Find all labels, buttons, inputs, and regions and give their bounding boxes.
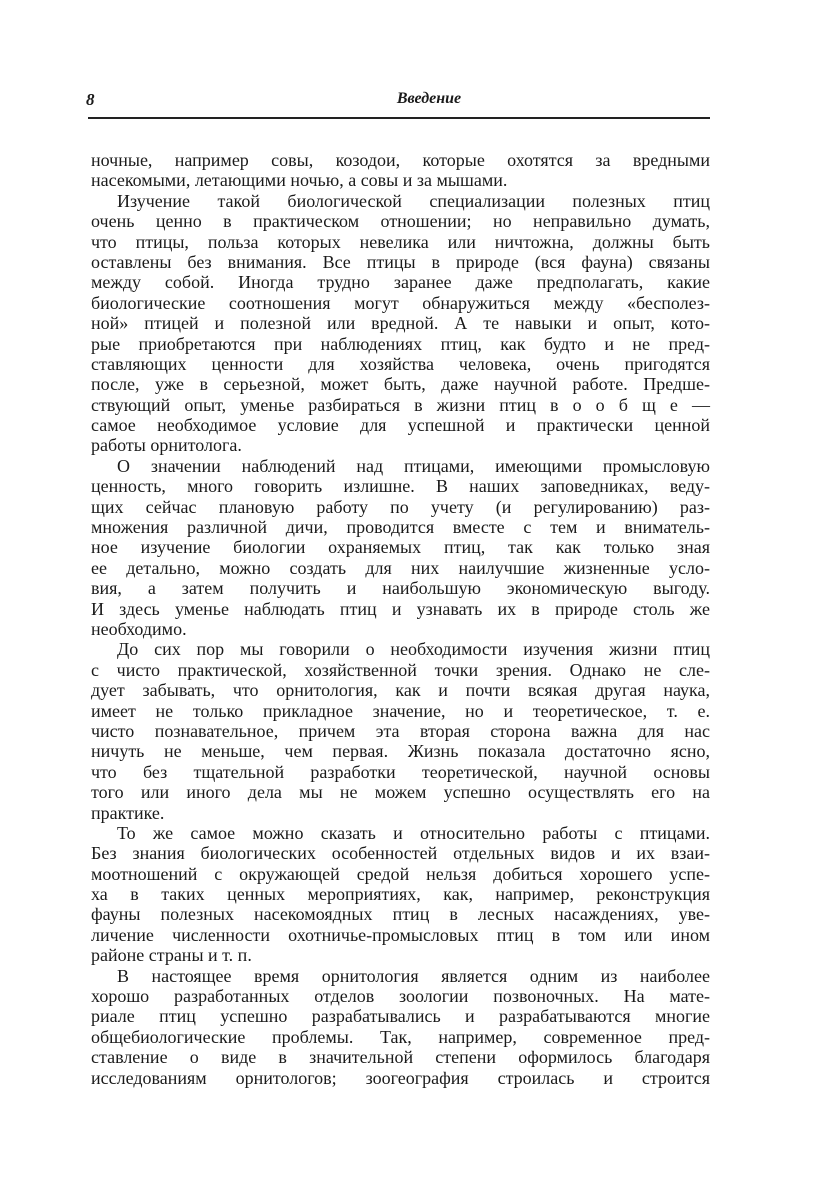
text-line: биологические соотношения могут обнаружиться между «бесполез- bbox=[91, 292, 710, 313]
paragraph bbox=[91, 639, 710, 823]
text-line: О значении наблюдений над птицами, имеющими промысловую bbox=[117, 455, 710, 476]
header-rule bbox=[88, 117, 710, 119]
body-text bbox=[91, 150, 710, 1088]
text-line: того или иного дела мы не можем успешно осуществлять его на bbox=[91, 782, 710, 803]
text-line: чисто познавательное, причем эта вторая сторона важна для нас bbox=[91, 720, 710, 741]
text-line: ставляющих ценности для хозяйства человека, очень пригодятся bbox=[91, 353, 710, 374]
text-line: практике. bbox=[91, 802, 165, 823]
text-line: работы орнитолога. bbox=[91, 435, 242, 456]
text-line: ное изучение биологии охраняемых птиц, так как только зная bbox=[91, 537, 710, 558]
text-line: ствующий опыт, уменье разбираться в жизни птиц в о о б щ е — bbox=[91, 394, 710, 415]
paragraph bbox=[91, 150, 710, 191]
text-line: ночные, например совы, козодои, которые охотятся за вредными bbox=[91, 150, 710, 170]
text-line: после, уже в серьезной, может быть, даже научной работе. Предше- bbox=[91, 374, 710, 395]
text-line: ее детально, можно создать для них наилучшие жизненные усло- bbox=[91, 557, 710, 578]
text-line: ха в таких ценных мероприятиях, как, например, реконструкция bbox=[91, 884, 710, 905]
text-line: что птицы, польза которых невелика или ничтожна, должны быть bbox=[91, 231, 710, 252]
text-line: личение численности охотничье-промысловых птиц в том или ином bbox=[91, 924, 710, 945]
text-line: До сих пор мы говорили о необходимости изучения жизни птиц bbox=[117, 639, 710, 660]
text-line: множения различной дичи, проводится вместе с тем и вниматель- bbox=[91, 517, 710, 538]
text-line: исследованиям орнитологов; зоогеография строилась и строится bbox=[91, 1067, 710, 1088]
paragraph bbox=[91, 966, 710, 1088]
text-line: рые приобретаются при наблюдениях птиц, как будто и не пред- bbox=[91, 333, 710, 354]
text-line: имеет не только прикладное значение, но и теоретическое, т. е. bbox=[91, 700, 710, 721]
text-line: ной» птицей и полезной или вредной. А те навыки и опыт, кото- bbox=[91, 313, 710, 334]
paragraph bbox=[91, 456, 710, 640]
text-line: ничуть не меньше, чем первая. Жизнь показала достаточно ясно, bbox=[91, 741, 710, 762]
text-line: дует забывать, что орнитология, как и почти всякая другая наука, bbox=[91, 680, 710, 701]
text-line: насекомыми, летающими ночью, а совы и за мышами. bbox=[91, 170, 508, 191]
text-line: очень ценно в практическом отношении; но неправильно думать, bbox=[91, 211, 710, 232]
text-line: что без тщательной разработки теоретической, научной основы bbox=[91, 761, 710, 782]
text-line: И здесь уменье наблюдать птиц и узнавать их в природе столь же bbox=[91, 598, 710, 619]
paragraph bbox=[91, 191, 710, 456]
text-line: Изучение такой биологической специализации полезных птиц bbox=[117, 190, 710, 211]
paragraph bbox=[91, 823, 710, 966]
text-line: между собой. Иногда трудно заранее даже предполагать, какие bbox=[91, 272, 710, 293]
page-number: 8 bbox=[86, 90, 95, 109]
text-line: районе страны и т. п. bbox=[91, 945, 252, 966]
text-line: ставление о виде в значительной степени оформилось благодаря bbox=[91, 1047, 710, 1068]
text-line: самое необходимое условие для успешной и практически ценной bbox=[91, 415, 710, 436]
text-line: ценность, много говорить излишне. В наших заповедниках, веду- bbox=[91, 476, 710, 497]
text-line: моотношений с окружающей средой нельзя добиться хорошего успе- bbox=[91, 863, 710, 884]
text-line: В настоящее время орнитология является одним из наиболее bbox=[117, 965, 710, 986]
text-line: щих сейчас плановую работу по учету (и регулированию) раз- bbox=[91, 496, 710, 517]
text-line: оставлены без внимания. Все птицы в природе (вся фауна) связаны bbox=[91, 251, 710, 272]
text-line: необходимо. bbox=[91, 618, 187, 639]
text-line: вия, а затем получить и наибольшую экономическую выгоду. bbox=[91, 578, 710, 599]
text-line: То же самое можно сказать и относительно работы с птицами. bbox=[117, 822, 710, 843]
text-line: общебиологические проблемы. Так, например, современное пред- bbox=[91, 1026, 710, 1047]
text-line: Без знания биологических особенностей отдельных видов и их взаи- bbox=[91, 843, 710, 864]
text-line: фауны полезных насекомоядных птиц в лесных насаждениях, уве- bbox=[91, 904, 710, 925]
running-title: Введение bbox=[396, 90, 462, 107]
text-line: с чисто практической, хозяйственной точки зрения. Однако не сле- bbox=[91, 659, 710, 680]
text-line: хорошо разработанных отделов зоологии позвоночных. На мате- bbox=[91, 986, 710, 1007]
text-line: риале птиц успешно разрабатывались и разрабатываются многие bbox=[91, 1006, 710, 1027]
